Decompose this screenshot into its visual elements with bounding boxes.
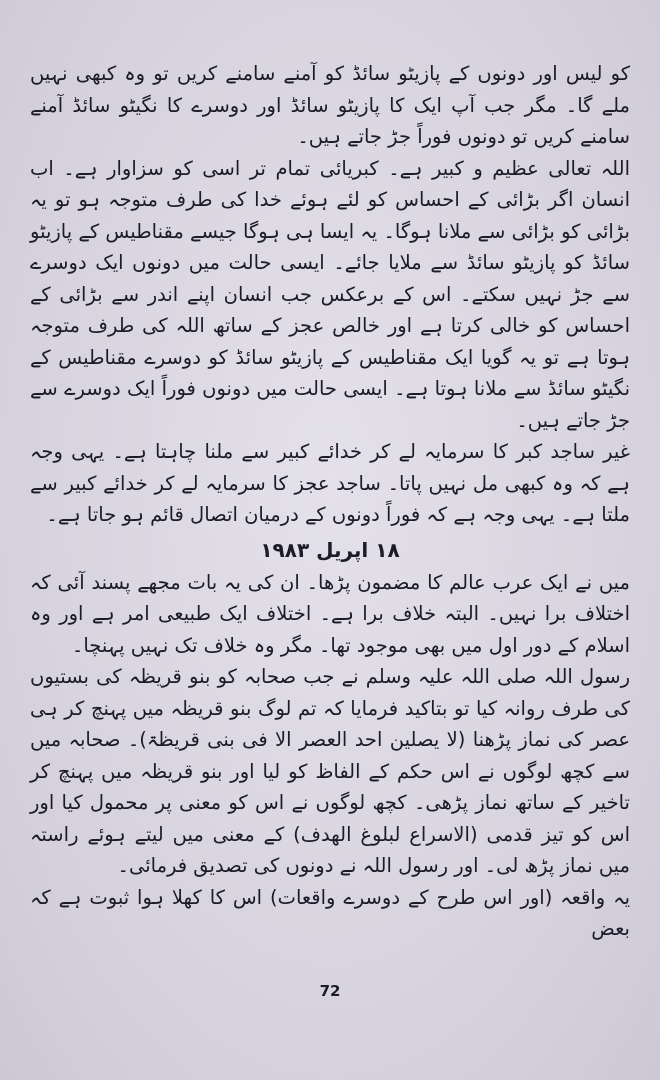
- paragraph-5: رسول اللہ صلی اللہ علیہ وسلم نے جب صحابہ کو بنو قریظہ کی بستیوں کی طرف روانہ کیا تو بتاکید فرمایا کہ تم لوگ بنو قریظہ میں پہنچ کر ہی عصر کی نماز پڑھنا (لا یصلین احد العصر الا فی بنی قریظۃ)۔ صحابہ میں سے کچھ لوگوں نے اس حکم کے الفاظ کو لیا اور بنو قریظہ میں پہنچ کر تاخیر کے ساتھ نماز پڑھی۔ کچھ لوگوں نے اس کو معنی پر محمول کیا اور اس کو تیز قدمی (الاسراع لبلوغ الھدف) کے معنی میں لیتے ہوئے راستہ میں نماز پڑھ لی۔ اور رسول اللہ نے دونوں کی تصدیق فرمائی۔: [30, 665, 630, 877]
- paragraph-2: اللہ تعالی عظیم و کبیر ہے۔ کبریائی تمام تر اسی کو سزاوار ہے۔ اب انسان اگر بڑائی کے احساس کو لئے ہوئے خدا کی طرف متوجہ ہو تو یہ بڑائی کو بڑائی سے ملانا ہوگا۔ یہ ایسا ہی ہوگا جیسے مقناطیس کے پازیٹو سائڈ کو پازیٹو سائڈ سے ملایا جائے۔ ایسی حالت میں دونوں ایک دوسرے سے جڑ نہیں سکتے۔ اس کے برعکس جب انسان اپنے اندر سے بڑائی کے احساس کو خالی کرتا ہے اور خالص عجز کے ساتھ اللہ کی طرف متوجہ ہوتا ہے تو یہ گویا ایک مقناطیس کے پازیٹو سائڈ کو دوسرے مقناطیس کے نگیٹو سائڈ سے ملانا ہوتا ہے۔ ایسی حالت میں دونوں فوراً ایک دوسرے سے جڑ جاتے ہیں۔: [30, 156, 630, 432]
- paragraph-6: یہ واقعہ (اور اس طرح کے دوسرے واقعات) اس کا کھلا ہوا ثبوت ہے کہ بعض: [30, 885, 630, 940]
- body-text-bottom: [30, 567, 630, 945]
- paragraph-1: کو لیس اور دونوں کے پازیٹو سائڈ کو آمنے سامنے کریں تو وہ کبھی نہیں ملے گا۔ مگر جب آپ ایک کا پازیٹو سائڈ اور دوسرے کا نگیٹو سائڈ آمنے سامنے کریں تو دونوں فوراً جڑ جاتے ہیں۔: [30, 62, 630, 148]
- paragraph-4: میں نے ایک عرب عالم کا مضمون پڑھا۔ ان کی یہ بات مجھے پسند آئی کہ اختلاف برا نہیں۔ البتہ خلاف برا ہے۔ اختلاف ایک طبیعی امر ہے اور وہ اسلام کے دور اول میں بھی موجود تھا۔ مگر وہ خلاف تک نہیں پہنچا۔: [30, 570, 630, 657]
- page-number: 72: [319, 982, 341, 1000]
- date-heading: ۱۸ اپریل ۱۹۸۳: [260, 537, 400, 562]
- body-text-top: [30, 58, 630, 531]
- paragraph-3: غیر ساجد کبر کا سرمایہ لے کر خدائے کبیر سے ملنا چاہتا ہے۔ یہی وجہ ہے کہ وہ کبھی مل نہیں پاتا۔ ساجد عجز کا سرمایہ لے کر خدائے کبیر سے ملتا ہے۔ یہی وجہ ہے کہ فوراً دونوں کے درمیان اتصال قائم ہو جاتا ہے۔: [30, 440, 630, 526]
